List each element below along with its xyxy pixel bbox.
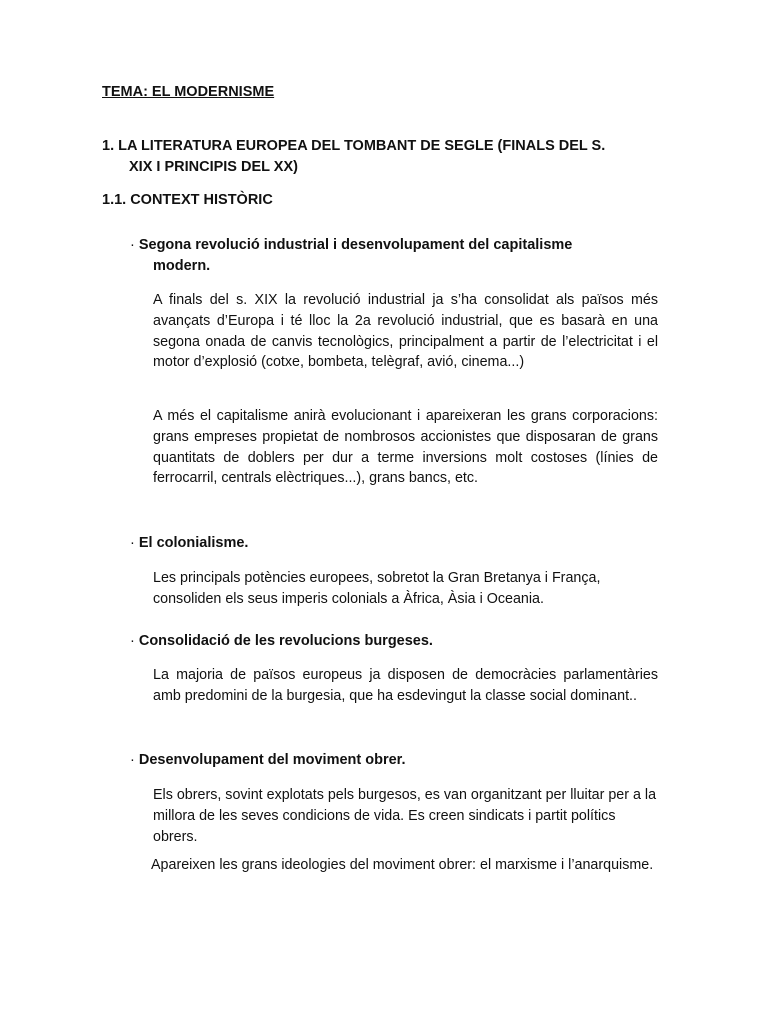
section-heading-line-2: XIX I PRINCIPIS DEL XX) xyxy=(129,159,298,175)
paragraph-2-1: Les principals potències europees, sobretot la Gran Bretanya i França, consoliden els seus imperis colonials a Àfrica, Àsia i Oceania. xyxy=(153,570,601,607)
paragraph-1-2: A més el capitalisme anirà evolucionant i apareixeran les grans corporacions: grans empreses propietat de nombrosos accionistes que disposaran de grans quantitats de doblers per dur a terme inversions molt costoses (línies de ferrocarril, centrals elèctriques...), grans bancs, etc. xyxy=(153,408,658,487)
bullet-heading-3-text: Consolidació de les revolucions burgeses. xyxy=(138,633,433,649)
paragraph-3-1: La majoria de països europeus ja disposen de democràcies parlamentàries amb predomini de la burgesia, que ha esdevingut la classe social dominant.. xyxy=(153,667,658,704)
bullet-marker: · xyxy=(130,237,135,253)
bullet-heading-2-text: El colonialisme. xyxy=(138,535,249,551)
bullet-heading-1-line-2: modern. xyxy=(153,258,211,274)
bullet-heading-3 xyxy=(130,631,690,652)
bullet-heading-1-line-1: Segona revolució industrial i desenvolupament del capitalisme xyxy=(138,237,573,253)
document-title: TEMA: EL MODERNISME xyxy=(102,84,275,100)
bullet-heading-1 xyxy=(130,235,690,277)
bullet-heading-4-text: Desenvolupament del moviment obrer. xyxy=(138,752,406,768)
subsection-heading: 1.1. CONTEXT HISTÒRIC xyxy=(102,192,273,208)
section-heading xyxy=(102,136,662,178)
bullet-marker: · xyxy=(130,535,135,551)
paragraph-1-1: A finals del s. XIX la revolució industrial ja s’ha consolidat als països més avançats d’Europa i té lloc la 2a revolució industrial, que es basarà en una segona onada de canvis tecnològics, principalment a partir de l’electricitat i el motor d’explosió (cotxe, bombeta, telègraf, avió, cinema...) xyxy=(153,292,658,371)
bullet-marker: · xyxy=(130,633,135,649)
bullet-marker: · xyxy=(130,752,135,768)
paragraph-4-2: Apareixen les grans ideologies del moviment obrer: el marxisme i l’anarquisme. xyxy=(151,857,654,873)
section-heading-line-1: 1. LA LITERATURA EUROPEA DEL TOMBANT DE SEGLE (FINALS DEL S. xyxy=(102,138,606,154)
bullet-heading-4 xyxy=(130,750,690,771)
paragraph-4-1: Els obrers, sovint explotats pels burgesos, es van organitzant per lluitar per a la millora de les seves condicions de vida. Es creen sindicats i partit polítics obrers. xyxy=(153,787,657,845)
bullet-heading-2 xyxy=(130,533,690,554)
